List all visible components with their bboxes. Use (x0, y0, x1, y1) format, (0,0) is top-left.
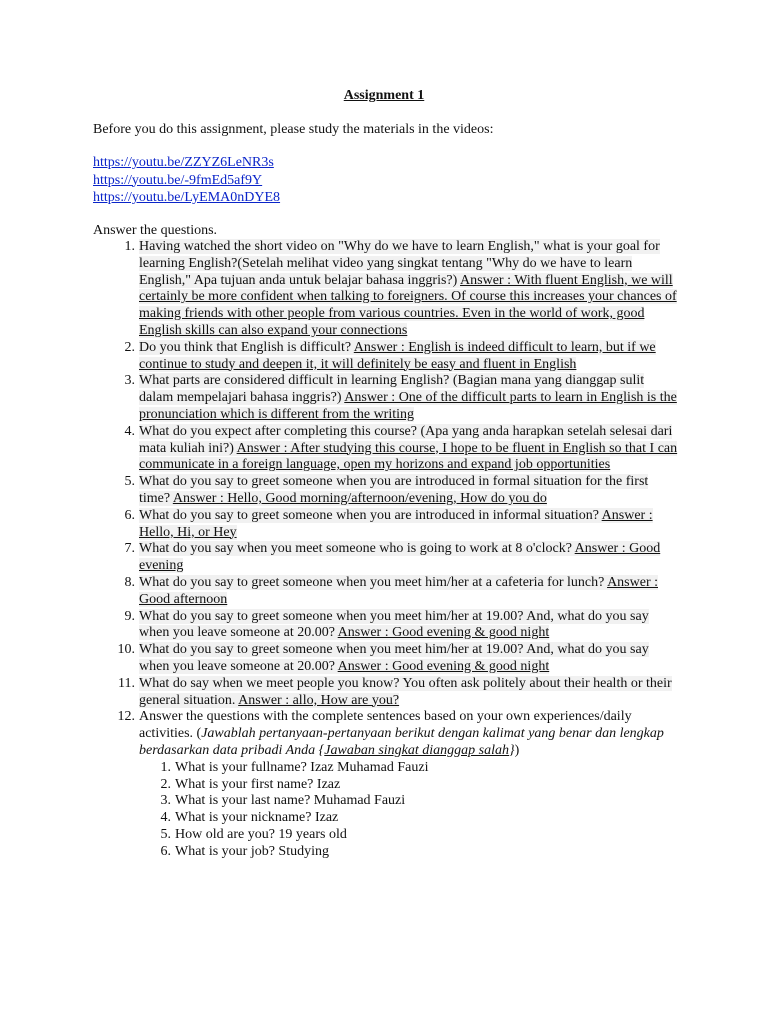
sub-text: What is your nickname? Izaz (175, 810, 339, 826)
question-text: Answer the questions with the complete sentences based on your own experiences/daily activities. ( (139, 709, 632, 742)
question-item (118, 675, 679, 710)
sub-text: What is your job? Studying (175, 843, 329, 859)
assignment-title: Assignment 1 (343, 88, 425, 103)
question-item (124, 574, 679, 609)
intro-text: Before you do this assignment, please study the materials in the videos: (93, 122, 494, 137)
question-number: 8. (124, 574, 135, 590)
answer-text: Answer : Good evening & good night (337, 658, 550, 674)
question-number: 7. (124, 541, 135, 557)
question-text: What do you say to greet someone when you meet him/her at 19.00? And, what do you say when you leave someone at 20.00? (139, 642, 649, 674)
question-item (124, 541, 679, 575)
question-text: What parts are considered difficult in learning English? (Bagian mana yang dianggap sulit dalam mempelajari bahasa inggris?) (139, 373, 645, 406)
question-text: Do you think that English is difficult? (139, 339, 354, 355)
question-text: What do you say to greet someone when you meet him/her at 19.00? And, what do you say when you leave someone at 20.00? (139, 608, 649, 641)
sub-number: 6. (160, 843, 171, 859)
question-number: 5. (124, 474, 135, 490)
personal-sublist (139, 760, 679, 861)
question-item (124, 373, 679, 423)
sub-text: What is your last name? Muhamad Fauzi (175, 793, 406, 809)
sub-text: How old are you? 19 years old (175, 826, 347, 842)
question-italic-close: } (509, 742, 515, 758)
sub-number: 2. (160, 776, 171, 792)
answer-text: Answer : After studying this course, I hope to be fluent in English so that I can communicate in a foreign language, open my horizons and expand job opportunities (139, 440, 678, 473)
sub-item (160, 810, 679, 827)
answer-prompt: Answer the questions. (93, 223, 218, 238)
sub-number: 4. (160, 810, 171, 826)
answer-text: Answer : allo, How are you? (238, 692, 400, 708)
question-item (124, 339, 679, 374)
question-text: What do you expect after completing this course? (Apa yang anda harapkan setelah selesai dari mata kuliah ini?) (139, 423, 673, 456)
answer-text: Answer : With fluent English, we will certainly be more confident when talking to foreigners. Of course this increases your chances of making friends with other people from various countries. Even in the world of work, good English skills can also expand your connections (139, 272, 677, 338)
video-link-1[interactable]: https://youtu.be/ZZYZ6LeNR3s (93, 155, 274, 170)
video-link-2[interactable]: https://youtu.be/-9fmEd5af9Y (93, 172, 263, 188)
video-link-3[interactable]: https://youtu.be/LyEMA0nDYE8 (93, 190, 281, 205)
answer-text: Answer : Good afternoon (139, 574, 658, 607)
answer-text: Answer : Hello, Hi, or Hey (139, 507, 653, 540)
question-item (124, 474, 679, 508)
sub-text: What is your first name? Izaz (175, 776, 341, 792)
question-text: What do you say to greet someone when you meet him/her at a cafeteria for lunch? (139, 574, 608, 590)
question-italic-underline: Jawaban singkat dianggap salah (324, 742, 510, 758)
question-list (117, 239, 679, 860)
answer-text: Answer : Hello, Good morning/afternoon/evening, How do you do (172, 490, 547, 506)
sub-item (160, 793, 679, 810)
question-number: 9. (124, 608, 135, 624)
answer-text: Answer : English is indeed difficult to learn, but if we continue to study and deepen it, it will definitely be easy and fluent in English (139, 339, 656, 372)
question-italic-text: Jawablah pertanyaan-pertanyaan berikut dengan kalimat yang benar dan lengkap berdasarkan data pribadi Anda { (139, 726, 664, 758)
question-number: 3. (124, 373, 135, 389)
question-number: 6. (124, 507, 135, 523)
answer-text: Answer : Good evening (139, 541, 661, 574)
video-links (93, 154, 280, 207)
question-item (117, 709, 679, 860)
question-number: 10. (117, 642, 135, 658)
question-text: What do you say when you meet someone who is going to work at 8 o'clock? (139, 541, 575, 557)
sub-item (160, 776, 679, 794)
question-item (124, 423, 679, 474)
question-number: 1. (124, 239, 135, 254)
question-item (124, 239, 679, 340)
answer-text: Answer : Good evening & good night (337, 625, 550, 641)
question-text: What do you say to greet someone when you are introduced in informal situation? (139, 507, 602, 523)
sub-item (160, 843, 679, 861)
sub-number: 3. (160, 793, 171, 809)
question-item (124, 608, 679, 643)
answer-text: Answer : One of the difficult parts to learn in English is the pronunciation which is different from the writing (139, 390, 677, 422)
sub-text: What is your fullname? Izaz Muhamad Fauzi (175, 759, 429, 775)
question-close: ) (514, 742, 520, 758)
sub-number: 1. (160, 759, 171, 775)
sub-number: 5. (160, 826, 171, 842)
question-text: Having watched the short video on "Why do we have to learn English," what is your goal for learning English?(Setelah melihat video yang singkat tentang "Why do we have to learn English," Apa tujuan anda untuk belajar bahasa inggris?) (139, 239, 660, 288)
question-number: 4. (124, 423, 135, 439)
question-text: What do you say to greet someone when you are introduced in formal situation for the first time? (139, 474, 649, 506)
sub-item (160, 759, 679, 777)
question-item (124, 507, 679, 542)
question-number: 12. (117, 709, 135, 725)
question-item (117, 642, 679, 676)
sub-item (160, 826, 679, 844)
question-number: 11. (118, 675, 135, 691)
question-number: 2. (124, 339, 135, 355)
question-text: What do say when we meet people you know? You often ask politely about their health or their general situation. (139, 675, 672, 708)
